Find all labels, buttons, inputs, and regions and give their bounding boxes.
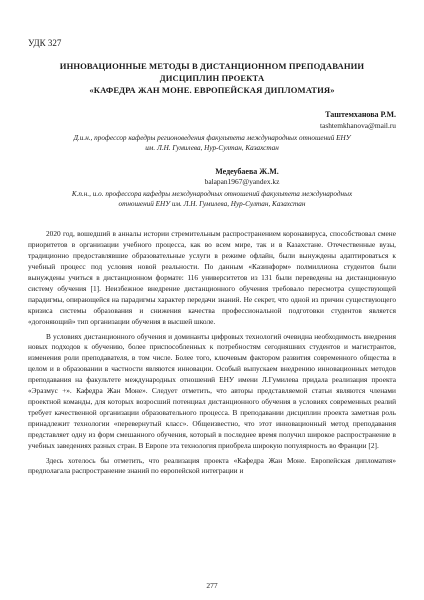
- author-1-name: Таштемханова Р.М.: [325, 110, 396, 119]
- affiliation-line: Д.и.н., профессор кафедры регионоведения факультета международных отношений ЕНУ: [73, 134, 351, 142]
- author-1-email: tashtemkhanova@mail.ru: [320, 120, 396, 130]
- author-2-email: balapan1967@yandex.kz: [204, 177, 280, 187]
- paper-title: [28, 60, 396, 96]
- author-2-affiliation: [28, 190, 396, 209]
- affiliation-line: им. Л.Н. Гумилева, Нур-Султан, Казахстан: [145, 143, 279, 152]
- page-number: 277: [206, 581, 218, 590]
- author-1: [28, 110, 396, 131]
- udk-code: УДК 327: [28, 38, 62, 48]
- affiliation-line: К.п.н., и.о. профессора кафедры международных отношений факультета международных: [71, 190, 353, 199]
- title-line: «КАФЕДРА ЖАН МОНЕ. ЕВРОПЕЙСКАЯ ДИПЛОМАТИЯ»: [89, 85, 335, 95]
- author-2: [28, 167, 396, 187]
- affiliation-line: отношений ЕНУ им. Л.Н. Гумилева, Нур-Султан, Казахстан: [118, 199, 306, 208]
- author-2-name: Медеубаева Ж.М.: [215, 167, 279, 177]
- title-line: ДИСЦИПЛИН ПРОЕКТА: [159, 73, 265, 83]
- article-body: [28, 229, 396, 477]
- paragraph: Здесь хотелось бы отметить, что реализация проекта «Кафедра Жан Моне. Европейская дипломатия» предполагала распространение знаний по европейской интеграции и: [28, 455, 396, 476]
- paragraph: В условиях дистанционного обучения и доминанты цифровых технологий очевидна необходимость внедрения новых подходов к обучению, более приспособленных к потребностям сегодняшних студентов и магистрантов, изменения роли преподавателя, в том числе. Более того, ключевым фактором развития современного общества в целом и в образовании в частности являются инновации. Особый выпускаем внедрению инновационных методов преподавания на факультете международных отношений ЕНУ имени Л.Гумилева придала реализация проекта «Эразмус +». Кафедра Жан Моне». Следует отметить, что авторы представляемой статьи являются членами проектной команды, для которых возросший потенциал дистанционного обучения в условиях современных реалий требует качественной организации образовательного процесса. В преподавании дисциплин проекта заметная роль принадлежит технологии «перевернутый класс». Общеизвестно, что этот инновационный метод преподавания представляет одну из форм смешанного обучения, который в последнее время получил широкое распространение в учебных заведениях разных стран. В Европе эта технология приобрела широкую популярность во Франции [2].: [28, 331, 396, 450]
- author-1-affiliation: [28, 134, 396, 153]
- paragraph: 2020 год, вошедший в анналы истории стремительным распространением коронавируса, способствовал смене приоритетов в организации учебного процесса, как во всем мире, так и в Казахстане. Отечественные вузы, традиционно предоставлявшие образовательные услуги в режиме офлайн, были вынуждены адаптироваться к учебный процесс под условия новой реальности. По данным «Казинформ» полмиллиона студентов были вынуждены учиться в дистанционном формате: 116 университетов из 131 были переведены на дистанционную систему обучения [1]. Неизбежное внедрение дистанционного обучения требовало пересмотра существующей парадигмы, опирающейся на парадигмы характер передачи знаний. Не секрет, что одной из причин существующего кризиса системы образования и снижения качества профессиональной подготовки студентов является «догоняющий» тип организации обучения в высшей школе.: [28, 229, 396, 326]
- title-line: ИННОВАЦИОННЫЕ МЕТОДЫ В ДИСТАНЦИОННОМ ПРЕПОДАВАНИИ: [59, 61, 365, 71]
